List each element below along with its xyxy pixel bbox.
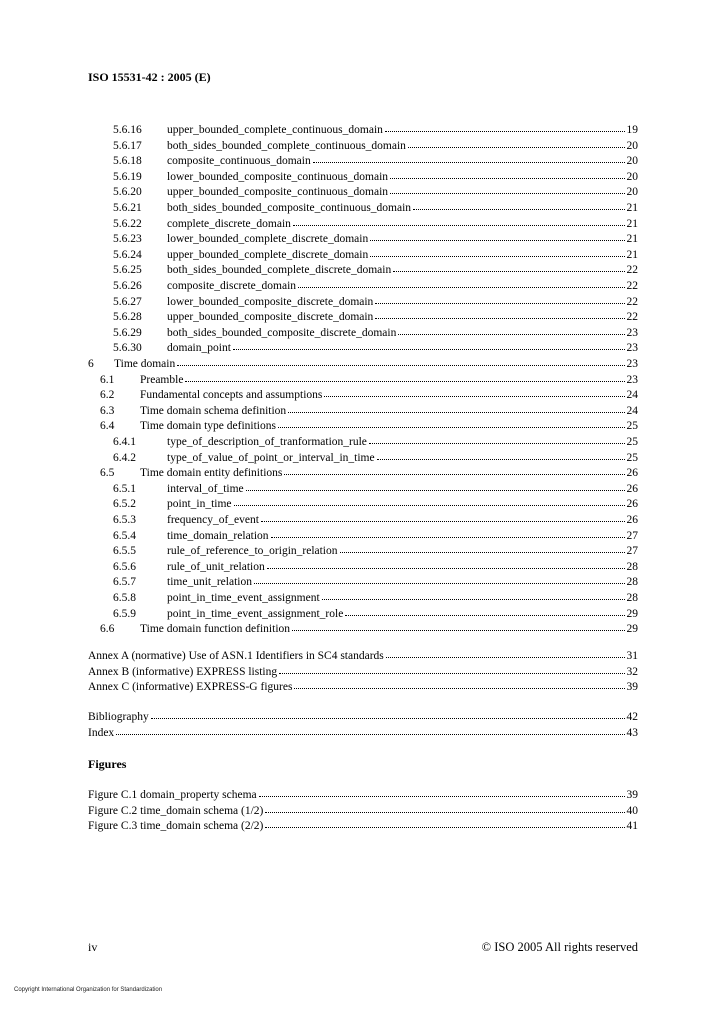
toc-entry-title: Index xyxy=(88,726,115,739)
toc-dot-leader xyxy=(398,324,624,335)
toc-entry-number: 6.4.1 xyxy=(113,436,136,448)
toc-entry-page: 26 xyxy=(626,498,638,511)
toc-entry-page: 26 xyxy=(626,467,638,480)
toc-entry-title: Preamble xyxy=(140,373,184,386)
toc-entry-number: 5.6.27 xyxy=(113,295,142,308)
toc-dot-leader xyxy=(288,402,624,413)
toc-dot-leader xyxy=(413,199,624,210)
figure-entry[interactable] xyxy=(88,787,638,802)
toc-entry-page: 27 xyxy=(626,545,638,558)
toc-entry[interactable] xyxy=(113,122,638,137)
toc-entry-page: 39 xyxy=(626,789,638,801)
toc-entry-title: Time domain schema definition xyxy=(140,404,287,417)
toc-dot-leader xyxy=(271,527,625,538)
toc-entry-title: rule_of_unit_relation xyxy=(167,560,265,573)
toc-entry-page: 31 xyxy=(626,650,638,662)
toc-entry-title: upper_bounded_complete_continuous_domain xyxy=(167,124,383,136)
toc-entry-page: 43 xyxy=(626,726,638,739)
toc-dot-leader xyxy=(284,464,624,475)
toc-entry[interactable] xyxy=(113,512,638,527)
toc-dot-leader xyxy=(267,558,625,569)
toc-dot-leader xyxy=(375,308,624,319)
toc-entry-page: 32 xyxy=(626,665,638,678)
toc-dot-leader xyxy=(151,708,625,719)
toc-entry-title: composite_continuous_domain xyxy=(167,155,311,168)
toc-entry-title: Bibliography xyxy=(88,711,149,723)
toc-dot-leader xyxy=(345,605,624,616)
toc-entry[interactable] xyxy=(113,450,638,465)
toc-entry-page: 25 xyxy=(626,451,638,464)
toc-entry-title: upper_bounded_composite_continuous_domain xyxy=(167,186,389,199)
toc-dot-leader xyxy=(185,371,624,382)
toc-entry-page: 29 xyxy=(626,607,638,620)
toc-entry[interactable] xyxy=(113,496,638,511)
toc-dot-leader xyxy=(375,293,624,304)
copyright-watermark: Copyright International Organization for Standardization xyxy=(14,987,163,993)
toc-entry-number: 5.6.24 xyxy=(113,248,142,261)
toc-dot-leader xyxy=(322,589,625,600)
toc-entry-page: 23 xyxy=(626,358,638,370)
annex-entry[interactable] xyxy=(88,664,638,679)
toc-entry[interactable] xyxy=(113,574,638,589)
toc-entry-title: lower_bounded_composite_continuous_domain xyxy=(167,170,389,183)
toc-entry-number: 6.4 xyxy=(100,420,115,433)
toc-entry-page: 24 xyxy=(626,389,638,402)
toc-entry-page: 20 xyxy=(626,139,638,152)
toc-entry-number: 5.6.16 xyxy=(113,124,142,136)
toc-entry-title: Annex C (informative) EXPRESS-G figures xyxy=(88,681,293,694)
toc-entry-page: 25 xyxy=(626,436,638,448)
toc-entry[interactable] xyxy=(113,200,638,215)
toc-dot-leader xyxy=(370,246,624,257)
toc-entry-page: 22 xyxy=(626,295,638,308)
toc-entry[interactable] xyxy=(113,216,638,231)
figure-entry[interactable] xyxy=(88,803,638,818)
toc-entry-page: 42 xyxy=(626,711,638,723)
toc-entry-number: 5.6.20 xyxy=(113,186,142,199)
toc-entry[interactable] xyxy=(113,262,638,277)
toc-entry-title: Time domain xyxy=(114,358,176,370)
toc-entry-number: 5.6.25 xyxy=(113,264,142,277)
toc-dot-leader xyxy=(294,678,624,689)
toc-entry-title: upper_bounded_composite_discrete_domain xyxy=(167,311,374,324)
toc-entry-number: 5.6.28 xyxy=(113,311,142,324)
toc-entry-page: 20 xyxy=(626,155,638,168)
toc-entry-page: 23 xyxy=(626,373,638,386)
toc-entry-title: upper_bounded_complete_discrete_domain xyxy=(167,248,369,261)
toc-entry-page: 28 xyxy=(626,560,638,573)
toc-entry-number: 6.5.8 xyxy=(113,592,136,604)
toc-entry-number: 5.6.19 xyxy=(113,170,142,183)
toc-entry-number: 6 xyxy=(88,358,94,370)
toc-entry-title: Time domain type definitions xyxy=(140,420,276,433)
figures-heading: Figures xyxy=(88,757,127,771)
toc-entry-number: 5.6.17 xyxy=(113,139,142,152)
toc-entry-title: Figure C.1 domain_property schema xyxy=(88,789,257,801)
toc-entry-title: both_sides_bounded_composite_continuous_domain xyxy=(167,202,412,214)
toc-dot-leader xyxy=(278,417,625,428)
toc-entry-title: frequency_of_event xyxy=(167,514,259,526)
toc-entry-page: 22 xyxy=(626,264,638,277)
toc-entry[interactable] xyxy=(88,356,638,371)
toc-entry[interactable] xyxy=(113,481,638,496)
toc-dot-leader xyxy=(116,724,624,735)
toc-entry-title: time_domain_relation xyxy=(167,529,269,542)
toc-dot-leader xyxy=(385,121,625,132)
annex-entry[interactable] xyxy=(88,648,638,663)
toc-entry-number: 5.6.23 xyxy=(113,233,142,246)
toc-entry-number: 6.3 xyxy=(100,404,115,417)
toc-dot-leader xyxy=(254,573,625,584)
toc-entry-number: 5.6.30 xyxy=(113,342,142,355)
toc-entry-page: 21 xyxy=(626,248,638,261)
toc-entry-page: 28 xyxy=(626,592,638,604)
toc-entry-page: 22 xyxy=(626,280,638,292)
toc-entry-page: 28 xyxy=(626,576,638,589)
toc-entry-title: type_of_description_of_tranformation_rule xyxy=(167,436,367,448)
toc-entry-number: 6.5.7 xyxy=(113,576,136,589)
toc-entry-number: 5.6.21 xyxy=(113,202,142,214)
toc-dot-leader xyxy=(234,495,625,506)
toc-entry[interactable] xyxy=(113,184,638,199)
toc-entry-number: 6.6 xyxy=(100,623,115,636)
toc-entry-title: Figure C.3 time_domain schema (2/2) xyxy=(88,820,264,833)
toc-dot-leader xyxy=(390,168,624,179)
toc-entry-page: 40 xyxy=(626,804,638,817)
back-matter-entry[interactable] xyxy=(88,725,638,740)
toc-entry[interactable] xyxy=(100,621,638,636)
toc-entry-title: both_sides_bounded_composite_discrete_domain xyxy=(167,326,397,339)
toc-dot-leader xyxy=(340,542,625,553)
toc-dot-leader xyxy=(298,277,624,288)
toc-entry-page: 29 xyxy=(626,623,638,636)
toc-entry[interactable] xyxy=(113,278,638,293)
copyright-notice: © ISO 2005 All rights reserved xyxy=(481,940,638,954)
toc-entry-page: 22 xyxy=(626,311,638,324)
toc-entry-title: Fundamental concepts and assumptions xyxy=(140,389,323,402)
toc-entry[interactable] xyxy=(113,309,638,324)
toc-entry[interactable] xyxy=(100,403,638,418)
toc-entry[interactable] xyxy=(113,528,638,543)
toc-entry[interactable] xyxy=(100,465,638,480)
toc-entry[interactable] xyxy=(113,590,638,605)
toc-entry-number: 6.5.3 xyxy=(113,514,136,526)
toc-entry-title: domain_point xyxy=(167,342,231,355)
toc-entry[interactable] xyxy=(113,543,638,558)
toc-dot-leader xyxy=(324,386,624,397)
toc-entry[interactable] xyxy=(100,418,638,433)
toc-entry-title: both_sides_bounded_complete_continuous_domain xyxy=(167,139,406,152)
toc-dot-leader xyxy=(390,183,624,194)
toc-entry[interactable] xyxy=(100,387,638,402)
toc-entry-title: Time domain function definition xyxy=(140,623,291,636)
toc-entry-title: point_in_time_event_assignment_role xyxy=(167,607,344,620)
toc-entry-page: 21 xyxy=(626,202,638,214)
figure-entry[interactable] xyxy=(88,818,638,833)
toc-entry-number: 6.5.2 xyxy=(113,498,136,511)
toc-dot-leader xyxy=(233,339,625,350)
toc-entry-number: 6.5.4 xyxy=(113,529,136,542)
toc-dot-leader xyxy=(259,786,625,797)
toc-entry-page: 24 xyxy=(626,404,638,417)
toc-entry-title: Annex B (informative) EXPRESS listing xyxy=(88,665,278,678)
toc-entry-number: 6.5.5 xyxy=(113,545,136,558)
toc-entry-page: 20 xyxy=(626,170,638,183)
back-matter-entry[interactable] xyxy=(88,709,638,724)
toc-entry[interactable] xyxy=(113,325,638,340)
toc-entry-title: rule_of_reference_to_origin_relation xyxy=(167,545,338,558)
toc-dot-leader xyxy=(292,620,624,631)
toc-entry-number: 5.6.26 xyxy=(113,280,142,292)
toc-entry-title: point_in_time_event_assignment xyxy=(167,592,320,604)
annex-entry[interactable] xyxy=(88,679,638,694)
toc-entry-number: 6.4.2 xyxy=(113,451,136,464)
toc-entry[interactable] xyxy=(113,606,638,621)
toc-entry-title: lower_bounded_composite_discrete_domain xyxy=(167,295,374,308)
toc-entry-page: 39 xyxy=(626,681,638,694)
toc-entry-number: 6.5 xyxy=(100,467,115,480)
toc-entry-page: 20 xyxy=(626,186,638,199)
toc-dot-leader xyxy=(261,511,625,522)
toc-entry-number: 5.6.29 xyxy=(113,326,142,339)
toc-entry-title: Annex A (normative) Use of ASN.1 Identifiers in SC4 standards xyxy=(88,650,384,662)
toc-entry-number: 5.6.22 xyxy=(113,217,142,230)
toc-entry[interactable] xyxy=(113,153,638,168)
toc-dot-leader xyxy=(408,137,625,148)
toc-entry[interactable] xyxy=(113,559,638,574)
toc-entry[interactable] xyxy=(113,294,638,309)
toc-entry-number: 6.5.9 xyxy=(113,607,136,620)
toc-entry-title: both_sides_bounded_complete_discrete_domain xyxy=(167,264,392,277)
toc-entry-title: Figure C.2 time_domain schema (1/2) xyxy=(88,804,264,817)
toc-entry-title: point_in_time xyxy=(167,498,232,511)
toc-dot-leader xyxy=(177,355,624,366)
toc-entry-number: 6.1 xyxy=(100,373,115,386)
toc-dot-leader xyxy=(246,480,625,491)
toc-dot-leader xyxy=(369,433,625,444)
toc-dot-leader xyxy=(265,817,624,828)
toc-entry-page: 23 xyxy=(626,342,638,355)
toc-entry-page: 26 xyxy=(626,514,638,526)
toc-dot-leader xyxy=(265,802,624,813)
toc-entry-number: 5.6.18 xyxy=(113,155,142,168)
toc-dot-leader xyxy=(393,261,624,272)
page-header: ISO 15531-42 : 2005 (E) xyxy=(88,70,211,84)
toc-entry-page: 41 xyxy=(626,820,638,833)
toc-entry-title: type_of_value_of_point_or_interval_in_time xyxy=(167,451,375,464)
toc-entry-page: 26 xyxy=(626,482,638,495)
toc-entry[interactable] xyxy=(113,247,638,262)
page-number: iv xyxy=(88,940,98,954)
toc-dot-leader xyxy=(293,215,625,226)
toc-dot-leader xyxy=(370,230,624,241)
toc-entry-number: 6.5.6 xyxy=(113,560,136,573)
toc-entry-number: 6.2 xyxy=(100,389,115,402)
toc-dot-leader xyxy=(313,152,625,163)
toc-entry-title: time_unit_relation xyxy=(167,576,252,589)
toc-entry[interactable] xyxy=(113,138,638,153)
toc-entry-title: composite_discrete_domain xyxy=(167,280,297,292)
toc-entry-number: 6.5.1 xyxy=(113,482,136,495)
toc-dot-leader xyxy=(279,663,624,674)
toc-entry-title: Time domain entity definitions xyxy=(140,467,283,480)
toc-entry-title: complete_discrete_domain xyxy=(167,217,291,230)
toc-entry-page: 25 xyxy=(626,420,638,433)
toc-entry-page: 27 xyxy=(626,529,638,542)
toc-dot-leader xyxy=(386,647,625,658)
toc-entry[interactable] xyxy=(113,340,638,355)
toc-entry[interactable] xyxy=(113,169,638,184)
toc-entry-title: lower_bounded_complete_discrete_domain xyxy=(167,233,369,246)
toc-entry-title: interval_of_time xyxy=(167,482,244,495)
toc-entry[interactable] xyxy=(100,372,638,387)
toc-entry-page: 19 xyxy=(626,124,638,136)
toc-entry-page: 21 xyxy=(626,233,638,246)
toc-dot-leader xyxy=(377,449,625,460)
toc-entry[interactable] xyxy=(113,231,638,246)
toc-entry-page: 21 xyxy=(626,217,638,230)
toc-entry[interactable] xyxy=(113,434,638,449)
toc-entry-page: 23 xyxy=(626,326,638,339)
